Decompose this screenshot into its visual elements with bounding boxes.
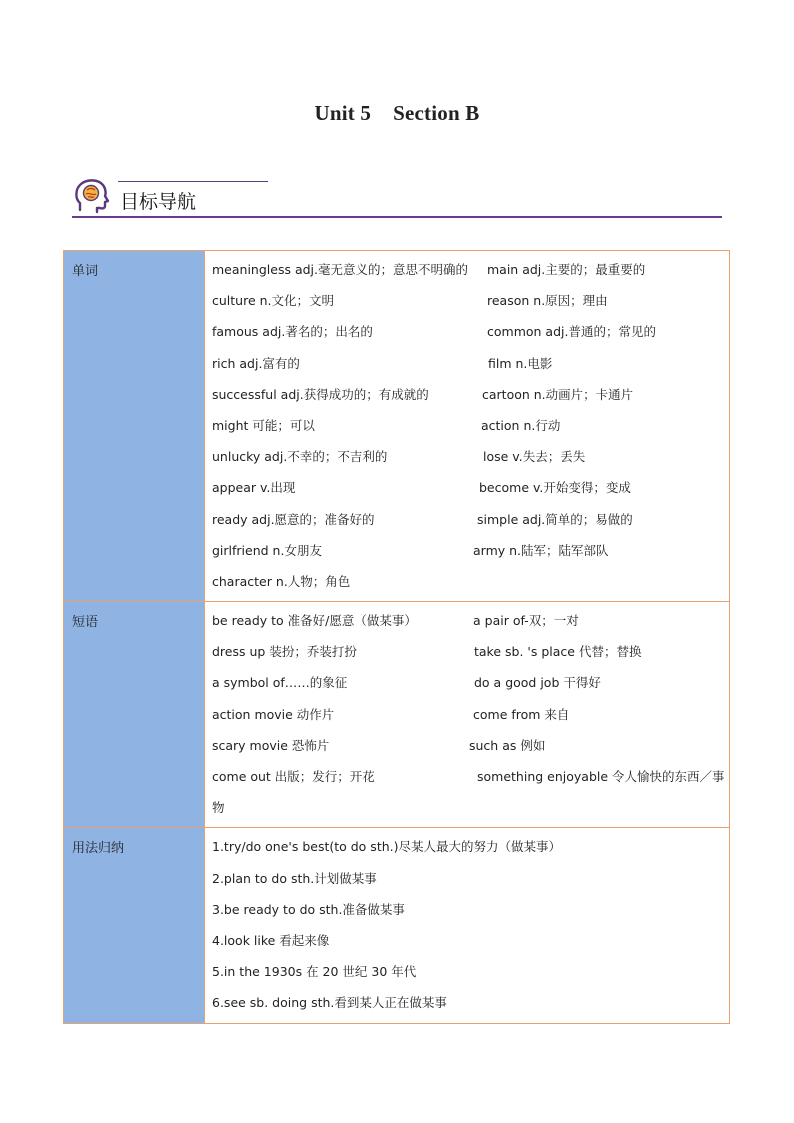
list-item: 4.look like 看起来像 [212, 932, 330, 948]
table-row-usage [64, 828, 730, 1023]
list-item: 5.in the 1930s 在 20 世纪 30 年代 [212, 964, 417, 980]
title-unit: Unit 5 [314, 101, 372, 125]
list-item: come out 出版；发行；开花 something enjoyable 令人愉快的东西／事 [212, 769, 725, 784]
list-item: character n.人物；角色 [212, 573, 351, 589]
header-top-line [118, 181, 268, 182]
title-section: Section B [393, 101, 480, 125]
list-item: 6.see sb. doing sth.看到某人正在做某事 [212, 995, 447, 1011]
list-item: a symbol of……的象征 do a good job 干得好 [212, 675, 601, 691]
list-item: 3.be ready to do sth.准备做某事 [212, 901, 405, 917]
category-usage: 用法归纳 [64, 828, 205, 1023]
list-item-wrap: 物 [212, 800, 225, 816]
list-item: rich adj.富有的 film n.电影 [212, 355, 553, 371]
page-title [0, 101, 794, 126]
category-words: 单词 [64, 251, 205, 602]
head-brain-icon [72, 176, 112, 216]
list-item: ready adj.愿意的；准备好的 simple adj.简单的；易做的 [212, 511, 633, 527]
list-item: dress up 装扮；乔装打扮 take sb. 's place 代替；替换 [212, 644, 642, 660]
phrases-cell [205, 602, 730, 828]
section-header [72, 176, 722, 218]
list-item: 2.plan to do sth.计划做某事 [212, 870, 377, 886]
list-item: successful adj.获得成功的；有成就的 cartoon n.动画片；卡通片 [212, 386, 634, 402]
list-item: action movie 动作片 come from 来自 [212, 706, 570, 722]
category-phrases: 短语 [64, 602, 205, 828]
list-item: scary movie 恐怖片 such as 例如 [212, 737, 546, 753]
list-item: might 可能；可以 action n.行动 [212, 417, 561, 433]
table-row-phrases [64, 602, 730, 828]
header-divider [72, 216, 722, 218]
list-item: famous adj.著名的；出名的 common adj.普通的；常见的 [212, 324, 656, 340]
words-cell [205, 251, 730, 602]
section-label: 目标导航 [120, 191, 197, 213]
usage-cell [205, 828, 730, 1023]
table-row-words [64, 251, 730, 602]
vocabulary-table [63, 250, 730, 1024]
list-item: 1.try/do one's best(to do sth.)尽某人最大的努力（做某事） [212, 839, 561, 855]
list-item: meaningless adj.毫无意义的；意思不明确的 main adj.主要的；最重要的 [212, 262, 646, 277]
list-item: girlfriend n.女朋友 army n.陆军；陆军部队 [212, 542, 609, 558]
list-item: unlucky adj.不幸的；不吉利的 lose v.失去；丢失 [212, 449, 586, 465]
list-item: culture n.文化；文明 reason n.原因；理由 [212, 293, 608, 309]
list-item: appear v.出现 become v.开始变得；变成 [212, 480, 631, 496]
list-item: be ready to 准备好/愿意（做某事） a pair of-双；一对 [212, 613, 579, 629]
